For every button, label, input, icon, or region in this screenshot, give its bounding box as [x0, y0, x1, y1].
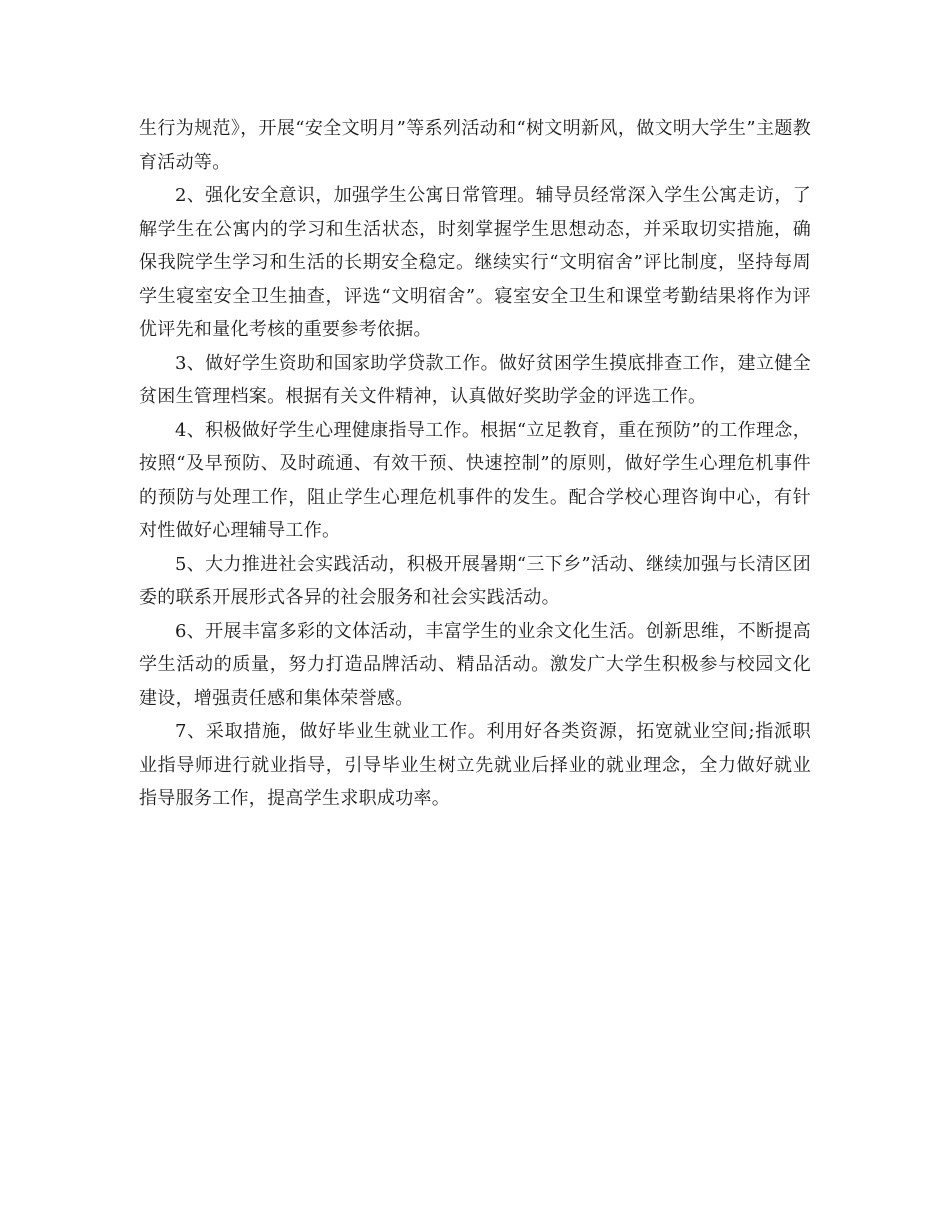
paragraph-item-6: 6、开展丰富多彩的文体活动，丰富学生的业余文化生活。创新思维，不断提高学生活动的质量，努力打造品牌活动、精品活动。激发广大学生积极参与校园文化建设，增强责任感和集体荣誉感。	[139, 620, 811, 709]
paragraph-item-7: 7、采取措施，做好毕业生就业工作。利用好各类资源，拓宽就业空间;指派职业指导师进行就业指导，引导毕业生树立先就业后择业的就业理念，全力做好就业指导服务工作，提高学生求职成功率。	[139, 721, 811, 809]
paragraph-item-2: 2、强化安全意识，加强学生公寓日常管理。辅导员经常深入学生公寓走访，了解学生在公寓内的学习和生活状态，时刻掌握学生思想动态，并采取切实措施，确保我院学生学习和生活的长期安全稳定。继续实行“文明宿舍”评比制度，坚持每周学生寝室安全卫生抽查，评选“文明宿舍”。寝室安全卫生和课堂考勤结果将作为评优评先和量化考核的重要参考依据。	[139, 185, 811, 340]
document-body	[139, 112, 811, 816]
paragraph-item-4: 4、积极做好学生心理健康指导工作。根据“立足教育，重在预防”的工作理念，按照“及早预防、及时疏通、有效干预、快速控制”的原则，做好学生心理危机事件的预防与处理工作，阻止学生心理危机事件的发生。配合学校心理咨询中心，有针对性做好心理辅导工作。	[139, 419, 811, 541]
paragraph-item-3: 3、做好学生资助和国家助学贷款工作。做好贫困学生摸底排查工作，建立健全贫困生管理档案。根据有关文件精神，认真做好奖助学金的评选工作。	[139, 352, 811, 407]
paragraph-continued: 生行为规范》，开展“安全文明月”等系列活动和“树文明新风，做文明大学生”主题教育活动等。	[139, 118, 811, 173]
paragraph-item-5: 5、大力推进社会实践活动，积极开展暑期“三下乡”活动、继续加强与长清区团委的联系开展形式各异的社会服务和社会实践活动。	[139, 553, 811, 608]
